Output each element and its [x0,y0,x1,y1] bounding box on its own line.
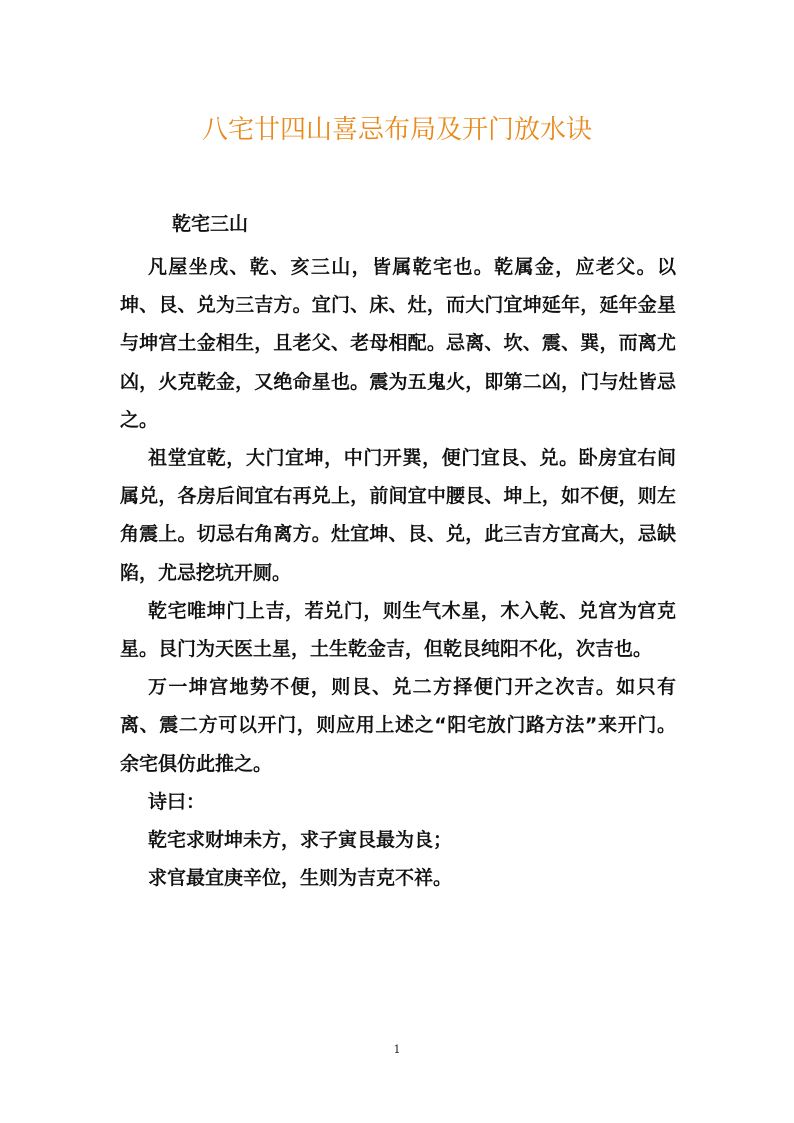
poem-line: 求官最宜庚辛位，生则为吉克不祥。 [148,867,453,890]
section-heading: 乾宅三山 [172,213,249,235]
paragraph: 乾宅唯坤门上吉，若兑门，则生气木星，木入乾、兑宫为宫克星。艮门为天医土星，土生乾金吉，但乾艮纯阳不化，次吉也。 [120,599,676,661]
paragraph: 凡屋坐戌、乾、亥三山，皆属乾宅也。乾属金，应老父。以坤、艮、兑为三吉方。宜门、床、灶，而大门宜坤延年，延年金星与坤宫土金相生，且老父、老母相配。忌离、坎、震、巽，而离尤凶，火克乾金，又绝命星也。震为五鬼火，即第二凶，门与灶皆忌之。 [120,256,676,431]
document-title: 八宅廿四山喜忌布局及开门放水诀 [201,115,592,145]
paragraph: 祖堂宜乾，大门宜坤，中门开巽，便门宜艮、兑。卧房宜右间属兑，各房后间宜右再兑上，前间宜中腰艮、坤上，如不便，则左角震上。切忌右角离方。灶宜坤、艮、兑，此三吉方宜高大，忌缺陷，尤忌挖坑开厕。 [120,447,676,584]
poem-intro: 诗曰： [148,790,206,813]
paragraph: 万一坤宫地势不便，则艮、兑二方择便门开之次吉。如只有离、震二方可以开门，则应用上述之“阳宅放门路方法”来开门。余宅俱仿此推之。 [120,676,676,775]
page-number: 1 [393,1043,401,1056]
poem-line: 乾宅求财坤未方，求子寅艮最为良； [148,829,453,852]
document-body [120,248,676,897]
